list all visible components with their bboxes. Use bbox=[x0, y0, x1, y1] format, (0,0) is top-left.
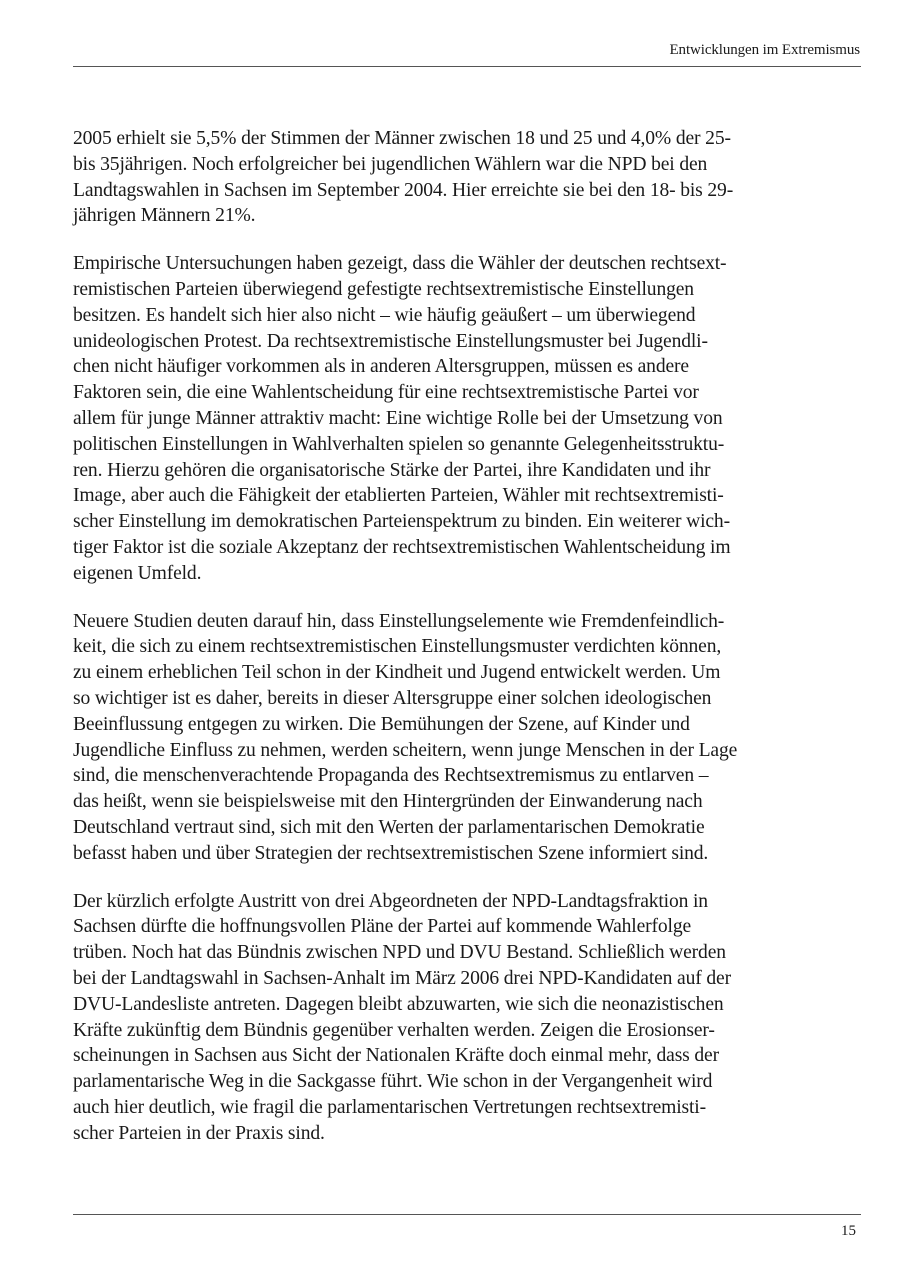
text-line: Der kürzlich erfolgte Austritt von drei Abgeordneten der NPD-Landtagsfraktion in bbox=[73, 890, 708, 912]
text-line: Faktoren sein, die eine Wahlentscheidung für eine rechtsextremistische Partei vor bbox=[73, 382, 699, 404]
running-header: Entwicklungen im Extremismus bbox=[669, 42, 860, 58]
text-line: Image, aber auch die Fähigkeit der etablierten Parteien, Wähler mit rechtsextremisti- bbox=[73, 485, 724, 507]
text-line: befasst haben und über Strategien der rechtsextremistischen Szene informiert sind. bbox=[73, 842, 709, 864]
text-line: so wichtiger ist es daher, bereits in dieser Altersgruppe einer solchen ideologischen bbox=[73, 687, 712, 709]
text-line: Deutschland vertraut sind, sich mit den Werten der parlamentarischen Demokratie bbox=[73, 816, 705, 838]
text-line: Jugendliche Einfluss zu nehmen, werden scheitern, wenn junge Menschen in der Lage bbox=[73, 739, 738, 761]
text-line: eigenen Umfeld. bbox=[73, 562, 202, 584]
page-number: 15 bbox=[841, 1223, 856, 1239]
text-line: chen nicht häufiger vorkommen als in anderen Altersgruppen, müssen es andere bbox=[73, 356, 689, 378]
body-text bbox=[73, 126, 863, 1168]
text-line: Landtagswahlen in Sachsen im September 2004. Hier erreichte sie bei den 18- bis 29- bbox=[73, 179, 734, 201]
text-line: scheinungen in Sachsen aus Sicht der Nationalen Kräfte doch einmal mehr, dass der bbox=[73, 1045, 719, 1067]
text-line: allem für junge Männer attraktiv macht: Eine wichtige Rolle bei der Umsetzung von bbox=[73, 407, 723, 429]
text-line: politischen Einstellungen in Wahlverhalten spielen so genannte Gelegenheitsstruktu- bbox=[73, 433, 725, 455]
text-line: zu einem erheblichen Teil schon in der Kindheit und Jugend entwickelt werden. Um bbox=[73, 662, 721, 684]
paragraph-2 bbox=[73, 251, 863, 586]
text-line: bei der Landtagswahl in Sachsen-Anhalt im März 2006 drei NPD-Kandidaten auf der bbox=[73, 967, 731, 989]
header-rule bbox=[73, 66, 861, 67]
text-line: sind, die menschenverachtende Propaganda des Rechtsextremismus zu entlarven – bbox=[73, 765, 709, 787]
text-line: trüben. Noch hat das Bündnis zwischen NPD und DVU Bestand. Schließlich werden bbox=[73, 942, 726, 964]
text-line: auch hier deutlich, wie fragil die parlamentarischen Vertretungen rechtsextremisti- bbox=[73, 1096, 706, 1118]
footer-rule bbox=[73, 1214, 861, 1215]
text-line: bis 35jährigen. Noch erfolgreicher bei jugendlichen Wählern war die NPD bei den bbox=[73, 153, 708, 175]
text-line: Neuere Studien deuten darauf hin, dass Einstellungselemente wie Fremdenfeindlich- bbox=[73, 610, 725, 632]
text-line: scher Parteien in der Praxis sind. bbox=[73, 1122, 325, 1144]
text-line: DVU-Landesliste antreten. Dagegen bleibt abzuwarten, wie sich die neonazistischen bbox=[73, 993, 724, 1015]
text-line: tiger Faktor ist die soziale Akzeptanz der rechtsextremistischen Wahlentscheidung im bbox=[73, 536, 731, 558]
text-line: Sachsen dürfte die hoffnungsvollen Pläne der Partei auf kommende Wahlerfolge bbox=[73, 916, 692, 938]
text-line: Empirische Untersuchungen haben gezeigt, dass die Wähler der deutschen rechtsext- bbox=[73, 253, 727, 275]
text-line: unideologischen Protest. Da rechtsextremistische Einstellungsmuster bei Jugendli- bbox=[73, 330, 708, 352]
text-line: das heißt, wenn sie beispielsweise mit den Hintergründen der Einwanderung nach bbox=[73, 791, 703, 813]
paragraph-1 bbox=[73, 126, 863, 229]
text-line: jährigen Männern 21%. bbox=[73, 205, 256, 227]
text-line: parlamentarische Weg in die Sackgasse führt. Wie schon in der Vergangenheit wird bbox=[73, 1071, 713, 1093]
text-line: Kräfte zukünftig dem Bündnis gegenüber verhalten werden. Zeigen die Erosionser- bbox=[73, 1019, 715, 1041]
text-line: ren. Hierzu gehören die organisatorische Stärke der Partei, ihre Kandidaten und ihr bbox=[73, 459, 711, 481]
text-line: 2005 erhielt sie 5,5% der Stimmen der Männer zwischen 18 und 25 und 4,0% der 25- bbox=[73, 128, 731, 149]
text-line: scher Einstellung im demokratischen Parteienspektrum zu binden. Ein weiterer wich- bbox=[73, 511, 730, 533]
text-line: besitzen. Es handelt sich hier also nicht – wie häufig geäußert – um überwiegend bbox=[73, 304, 696, 326]
text-line: remistischen Parteien überwiegend gefestigte rechtsextremistische Einstellungen bbox=[73, 278, 694, 300]
text-line: Beeinflussung entgegen zu wirken. Die Bemühungen der Szene, auf Kinder und bbox=[73, 713, 690, 735]
paragraph-3 bbox=[73, 609, 863, 867]
text-line: keit, die sich zu einem rechtsextremistischen Einstellungsmuster verdichten können, bbox=[73, 636, 722, 658]
paragraph-4 bbox=[73, 889, 863, 1147]
